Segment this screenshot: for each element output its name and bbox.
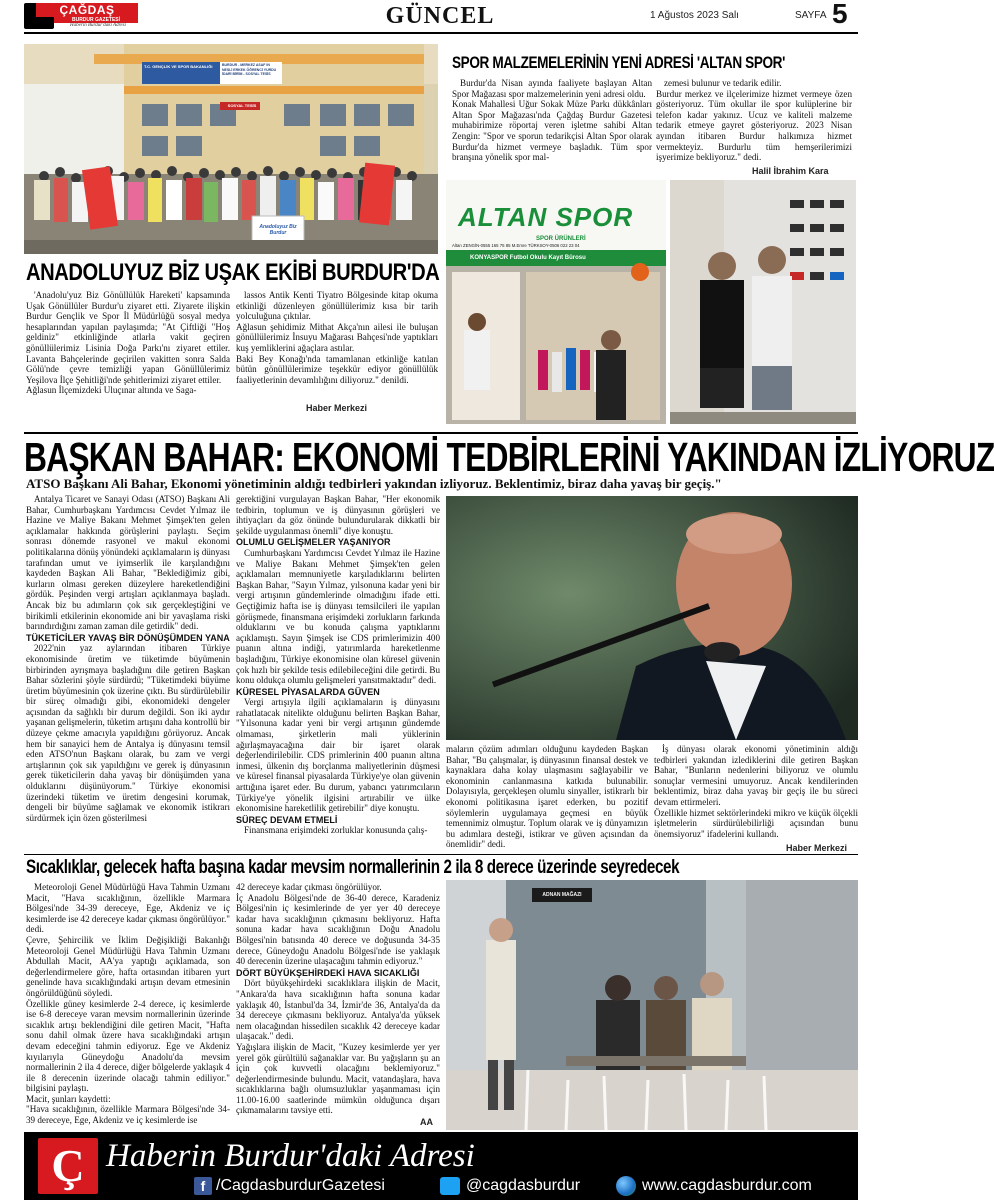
sicaklik-col1 bbox=[26, 882, 230, 1128]
sicaklik-rule bbox=[24, 854, 858, 855]
spor-col1 bbox=[452, 78, 652, 180]
bahar-col1-p2: 2022'nin yaz aylarından itibaren Türkiye ekonomisinde üretim ve tüketimde büyümenin birbirinden ayrışmaya başladığını dile getiren Başkan Bahar sözlerini şöyle sürdürdü; "Tüketimdeki büyüme üretim büyümesinin çok üzerine çıktı. Bu sürdürülebilir bir süreç olmadığı gibi, ekonomideki dengeler açısından da sağlıklı bir durum değildi. Son iki aydır yaşanan gelişmelerin, tüketim artışını daha kontrollü bir düzeye çekme amacıyla yapıldığını görüyoruz. Ancak hem bir sanayici hem de Antalya iş dünyasını temsil eden ATSO'nun Başkanı olarak, bu zam ve vergi artışlarının çok sık yapıldığını ve gerek iş dünyasının gerek tüketicilerin daha yavaş bir dönüşümden yana olduklarını düşünüyorum." Türkiye ekonomisi üzerindeki tüketim ve üretim dengesini korumak, dengeli bir büyüme sağlamak ve ekonomik istikrarı sürdürmek için özen gösterilmesi bbox=[26, 643, 230, 823]
bahar-col2-p1: gerektiğini vurgulayan Başkan Bahar, "Her ekonomik tedbirin, toplumun ve iş dünyasının görüşleri ve ihtiyaçları da göz önünde bulundurularak dikkatli bir şekilde uygulanması önemli" diye konuştu. bbox=[236, 494, 440, 536]
bahar-col4 bbox=[654, 744, 858, 840]
spor-col2-text: zemesi bulunur ve tedarik edilir. Burdur merkez ve ilçelerimize hizmet vermeye özen gösteriyoruz. Tüm okullar ile spor kulüplerine bir telefon kadar yakınız. Ucuz ve kaliteli malzeme tedarik etmeye gayret gösteriyoruz. 2023 Nisan ayından itibaren Burdur halkımıza hizmet vermekteyiz. Burdurlu tüm hemşerilerimizi işyerimize bekliyoruz." dedi. bbox=[656, 78, 852, 163]
bahar-col2-p3: Vergi artışıyla ilgili açıklamaların iş dünyasını rahatlatacak nitelikte olduğunu belirten Başkan Bahar, "Yılsonuna kadar yeni bir vergi artışının gündemde olmaması, şirketlerin mali yüklerinin ağırlaşmayacağına dair bir işaret olarak değerlendirilebilir. CDS primlerinin 400 puanın altına inmesi, ülkenin dış borçlanma maliyetlerinin düşmesi ve küresel finansal piyasalarda Türkiye'ye olan güvenin arttığına işaret eder. Bu durum, yabancı yatırımcıların Türkiye'ye yönelik ilgisini artırabilir ve ülke ekonomisine hareketlilik getirebilir" diye konuştu. bbox=[236, 697, 440, 814]
masthead-logo-text: ÇAĞDAŞ bbox=[36, 3, 138, 17]
bahar-col2 bbox=[236, 494, 440, 854]
photo-banner: Anadoluyuz Biz Burdur bbox=[259, 224, 297, 236]
bahar-col3 bbox=[446, 744, 648, 854]
masthead bbox=[0, 0, 882, 34]
footer-band bbox=[24, 1132, 858, 1200]
masthead-logo-sub: BURDUR GAZETESİ bbox=[54, 17, 138, 23]
bahar-col4-text: İş dünyası olarak ekonomi yönetiminin aldığı tedbirleri yakından izlediklerini dile getiren Başkan Bahar, "Bunların nedenlerini biliyoruz ve olumlu sonuçlar vermesini umuyoruz. Ancak kendilerinden beklentimiz, biraz daha yavaş bir geçiş ile bu süreci devam ettirmeleri. Özellikle hizmet sektörlerindeki mikro ve küçük ölçekli işletmelerin sürdürülebilirliği açısından bunu önemsiyoruz" ifadelerini kullandı. bbox=[654, 744, 858, 839]
portrait-illustration bbox=[446, 496, 858, 740]
bahar-col3-text: maların çözüm adımları olduğunu kaydeden Başkan Bahar, "Bu çalışmalar, iş dünyasının finansal destek ve kaynaklara daha kolay ulaşmasını sağlayabilir ve ekonominin canlanmasına katkıda bulunabilir. Dolayısıyla, gerçekleşen olumlu sinyaller, istikrarlı bir ekonomi politikasına işaret ederken, bu pozitif söylemlerin uygulamaya geçmesi en büyük temennimiz olmuştur. Toplum olarak ve iş dünyamızın bu adımlara desteği, istikrar ve güven açısından da önemlidir" dedi. bbox=[446, 744, 648, 850]
sicaklik-byline: AA bbox=[420, 1117, 433, 1127]
store-sign-text: ALTAN SPOR bbox=[458, 202, 634, 232]
issue-date: 1 Ağustos 2023 Salı bbox=[650, 10, 739, 21]
sicaklik-col2-subhead: DÖRT BÜYÜKŞEHİRDEKİ HAVA SICAKLIĞI bbox=[236, 967, 420, 978]
bahar-col1-subhead: TÜKETİCİLER YAVAŞ BİR DÖNÜŞÜMDEN YANA bbox=[26, 632, 230, 643]
masthead-rule bbox=[24, 32, 858, 34]
bahar-col2-subhead1: OLUMLU GELİŞMELER YAŞANIYOR bbox=[236, 537, 391, 548]
photo-store-sign: ADNAN MAĞAZI bbox=[542, 892, 582, 898]
sicaklik-col1-text: Meteoroloji Genel Müdürlüğü Hava Tahmin Uzmanı Macit, "Hava sıcaklığının, özellikle Marmara Bölgesi'nde 34-39 dereceye, Ege, Akdeniz ve iç kesimlerde ise 42 dereceye kadar çıkması öngörülüyor." dedi. Çevre, Şehircilik ve İklim Değişikliği Bakanlığı Meteoroloji Genel Müdürlüğü Hava Tahmin Uzmanı Abdullah Macit, AA'ya yaptığı açıklamada, son değerlendirmelere göre, hafta ortasından itibaren yurt genelinde hava sıcaklığındaki artışın devam etmesinin öngörüldüğünü söyledi. Özellikle güney kesimlerde 2-4 derece, iç kesimlerde ise 6-8 dereceye varan mevsim normallerinin üzerinde sıcaklık artışı beklendiğini dile getiren Macit, "Hafta sonu dahil olmak üzere hava sıcaklığındaki artışın devam edeceğini tahmin ediyoruz. Ege ve Akdeniz kıyılarıyla Güneydoğu Anadolu'da mevsim normallerinin 2 ila 4 derece, diğer bölgelerde yaklaşık 4 ile 8 derecenin üzerinde olacağı tahmin ediliyor." bilgisini paylaştı. Macit, şunları kaydetti: "Hava sıcaklığının, özellikle Marmara Bölgesi'nde 34-39 dereceye, Ege, Akdeniz ve iç kesimlerde ise bbox=[26, 882, 230, 1126]
facebook-icon: f bbox=[194, 1177, 212, 1195]
spor-headline: SPOR MALZEMELERİNİN YENİ ADRESİ 'ALTAN SPOR' bbox=[452, 53, 785, 72]
facebook-label: /CagdasburdurGazetesi bbox=[216, 1177, 385, 1194]
sicaklik-col2 bbox=[236, 882, 440, 1128]
globe-icon bbox=[616, 1176, 636, 1196]
masthead-logo[interactable] bbox=[24, 3, 138, 29]
twitter-icon bbox=[440, 1177, 460, 1195]
anadolu-col1-text: 'Anadolu'yuz Biz Gönüllülük Hareketi' kapsamında Uşak Gönüllüler Burdur'u ziyaret etti. Ziyarete ilişkin Burdur Gençlik ve Spor İl Müdürlüğü sosyal medya hesaplarından yapılan paylaşımda; "At Çiftliği "Hoş geldiniz" etkinliğinde atlarla vakit geçiren gönüllülerimiz Lisinia Doğa Parkı'nı ziyaret ettiler. Lavanta Bahçelerinde geçirilen vakitten sonra Salda Gölü'nde çevre temizliği yapan Gönüllülerimiz Yeşilova İlçe Şehitliği'nde şehitlerimizi ziyaret ettiler. Ağlasun İlçemizdeki Uluçınar altında ve Saga- bbox=[26, 290, 230, 396]
anadolu-col2 bbox=[236, 290, 438, 416]
bahar-headline: BAŞKAN BAHAR: EKONOMİ TEDBİRLERİNİ YAKINDAN İZLİYORUZ bbox=[24, 434, 994, 480]
spor-store-photo bbox=[446, 180, 666, 424]
footer-logo[interactable] bbox=[38, 1138, 98, 1194]
store-sign-band: KONYASPOR Futbol Okulu Kayıt Bürosu bbox=[470, 255, 586, 261]
anadolu-byline: Haber Merkezi bbox=[306, 403, 368, 413]
sicaklik-col2-p1: 42 dereceye kadar çıkması öngörülüyor. İç Anadolu Bölgesi'nde de 36-40 derece, Karadeniz Bölgesi'nin iç kesimlerinde de yer yer 40 dereceye kadar hava sıcaklığının çıkmasını bekliyoruz. Hafta sonuna kadar hava sıcaklığının Doğu Anadolu Bölgesi'nin batısında 40 derece ve doğusunda 34-35 derece, Güneydoğu Anadolu Bölgesi'nde ise yaklaşık 40 derecenin üzerine ulaşacağını tahmin ediyoruz." bbox=[236, 882, 440, 967]
building-sign-dorm: BURDUR - MERKEZ ASAF IN NESLİ ERKEK ÖĞRENCİ YURDU İDARİ BİRİM - SOSYAL TESİS bbox=[222, 63, 277, 76]
spor-owner-photo bbox=[670, 180, 856, 424]
store-sign-contact: Altan ZENGİN-0555 165 75 85 M.Emre TÜRKSOY-0506 022 23 04 bbox=[452, 243, 580, 248]
twitter-label: @cagdasburdur bbox=[466, 1177, 581, 1194]
building-sign-ministry: T.C. GENÇLİK VE SPOR BAKANLIĞI bbox=[144, 64, 213, 69]
footer-slogan: Haberin Burdur'daki Adresi bbox=[106, 1138, 475, 1174]
spor-col1-text: Burdur'da Nisan ayında faaliyete başlayan Altan Spor Mağazası spor malzemelerinin yeni adresi oldu. Konak Mahallesi Uğur Sokak Müze Parkı dükkânları Altan Spor Mağazası'nda Çağdaş Burdur Gazetesi muhabirimize röportaj veren işletme sahibi Altan Zengin: "Spor ve sporun tedarikçisi Altan Spor olarak Burdur'da hizmet vermeye başladık. Tüm spor branşına yönelik spor mal- bbox=[452, 78, 652, 163]
store-sign-sub: SPOR ÜRÜNLERİ bbox=[536, 236, 586, 242]
bahar-col2-p2: Cumhurbaşkanı Yardımcısı Cevdet Yılmaz ile Hazine ve Maliye Bakanı Mehmet Şimşek'ten gelen açıklamaları memnuniyetle karşıladıklarını belirten Başkan Bahar, "Sayın Yılmaz, yılsonuna kadar yeni bir vergi artışının gündemlerinde olmadığını ifade etti. Geçtiğimiz hafta ise iş dünyası temsilcileri ile yapılan görüşmede, finansmana erişimdeki zorlukların farkında olduklarını ve bu konuda çalışma yaptıklarını açıklamıştı. Sayın Şimşek ise CDS primlerimizin 400 puanın altına indiği, yatırımlarda hareketlenme başladığını, Türkiye ekonomisine olan küresel güvenin çok hızlı bir şekilde tesis edilebileceğini dile getirdi. Bu konu oldukça olumlu gelişmeleri yansıtmaktadır" dedi. bbox=[236, 547, 440, 686]
masthead-logo-tag: Haberin Burdur'daki Adresi bbox=[70, 23, 126, 28]
spor-byline: Halil İbrahim Kara bbox=[752, 166, 829, 176]
section-title: GÜNCEL bbox=[385, 3, 495, 29]
store-interior-illustration bbox=[670, 180, 856, 424]
anadolu-photo bbox=[24, 44, 438, 254]
street-fountain-illustration bbox=[446, 880, 858, 1130]
spor-col2 bbox=[656, 78, 852, 168]
website-label: www.cagdasburdur.com bbox=[642, 1177, 812, 1194]
anadolu-headline: ANADOLUYUZ BİZ UŞAK EKİBİ BURDUR'DA bbox=[26, 259, 440, 286]
page-number: 5 bbox=[832, 0, 848, 29]
bahar-deck: ATSO Başkanı Ali Bahar, Ekonomi yönetiminin aldığı tedbirleri yakından izliyoruz. Beklentimiz, biraz daha yavaş bir geçiş." bbox=[26, 476, 722, 491]
page-label: SAYFA bbox=[795, 10, 827, 21]
sicaklik-headline: Sıcaklıklar, gelecek hafta başına kadar mevsim normallerinin 2 ila 8 derece üzerinde seyredecek bbox=[26, 857, 680, 878]
bahar-col1 bbox=[26, 494, 230, 854]
bahar-col2-p4: Finansmana erişimdeki zorluklar konusunda çalış- bbox=[244, 825, 428, 836]
bahar-portrait-photo bbox=[446, 496, 858, 740]
sicaklik-col2-p2: Dört büyükşehirdeki sıcaklıklara ilişkin de Macit, "Ankara'da hava sıcaklığının hafta sonuna kadar yaklaşık 40, İstanbul'da 34, İzmir'de 36, Antalya'da da 34 dereceye çıkmasını bekliyoruz. Antalya'da yüksek nem olacağından hissedilen sıcaklık 42 dereceye kadar ulaşacak." dedi. Yağışlara ilişkin de Macit, "Kuzey kesimlerde yer yer yerel gök gürültülü sağanaklar var. Bu yağışların şu an için çok kuvvetli olacağını beklemiyoruz." değerlendirmesinde bulundu. Macit, vatandaşlara, hava sıcaklıklarına bağlı olumsuzluklar yaşanmaması için 11.00-16.00 saatlerinde mümkün olduğunca dışarı çıkmamalarını tavsiye etti. bbox=[236, 978, 440, 1116]
building-sign-social: SOSYAL TESİS bbox=[227, 103, 257, 108]
bahar-col2-subhead2: KÜRESEL PİYASALARDA GÜVEN bbox=[236, 686, 380, 697]
anadolu-col2-text: lassos Antik Kenti Tiyatro Bölgesinde kitap okuma etkinliği düzenleyen gönüllülerimiz kısa bir tarih yolculuğuna çıktılar. Ağlasun şehidimiz Mithat Akça'nın ailesi ile buluşan gönüllülerimiz İnsuyu Mağarası Bahçesi'nde yaptıkları kuş yemliklerini ağaçlara astılar. Baki Bey Konağı'nda tamamlanan etkinliğe katılan bütün gönüllülerimize teşekkür ediyor gönüllülük faaliyetlerinin devamlılığını diliyoruz." denildi. bbox=[236, 290, 438, 385]
bahar-col1-p1: Antalya Ticaret ve Sanayi Odası (ATSO) Başkanı Ali Bahar, Cumhurbaşkanı Yardımcısı Cevdet Yılmaz ile Hazine ve Maliye Bakanı Mehmet Şimşek'ten gelen açıklamalar hakkında görüşlerini paylaştı. Seçim sonrası dönemde rasyonel ve makul ekonomi politikalarına dönüş yönündeki açıklamaların iş dünyası tarafından umut ve iyimserlik ile karşılandığını kaydeden Başkan Ali Bahar, "Beklediğimiz gibi, kurların olması gereken düzeylere hareketlendiğini gördük. Peşinden vergi artışları açıklanmaya başladı. Ancak biz bu adımların çok sık gerçekleştiğini ve birikimli etkilerinin ekonomide ani bir yavaşlama riski barındırdığını zaman zaman dile getirdik" dedi. bbox=[26, 494, 230, 632]
bahar-col2-subhead3: SÜREÇ DEVAM ETMELİ bbox=[236, 814, 338, 825]
bahar-byline: Haber Merkezi bbox=[786, 843, 848, 853]
anadolu-col1 bbox=[26, 290, 230, 416]
sicaklik-photo bbox=[446, 880, 858, 1130]
footer-logo-letter: Ç bbox=[51, 1140, 85, 1191]
